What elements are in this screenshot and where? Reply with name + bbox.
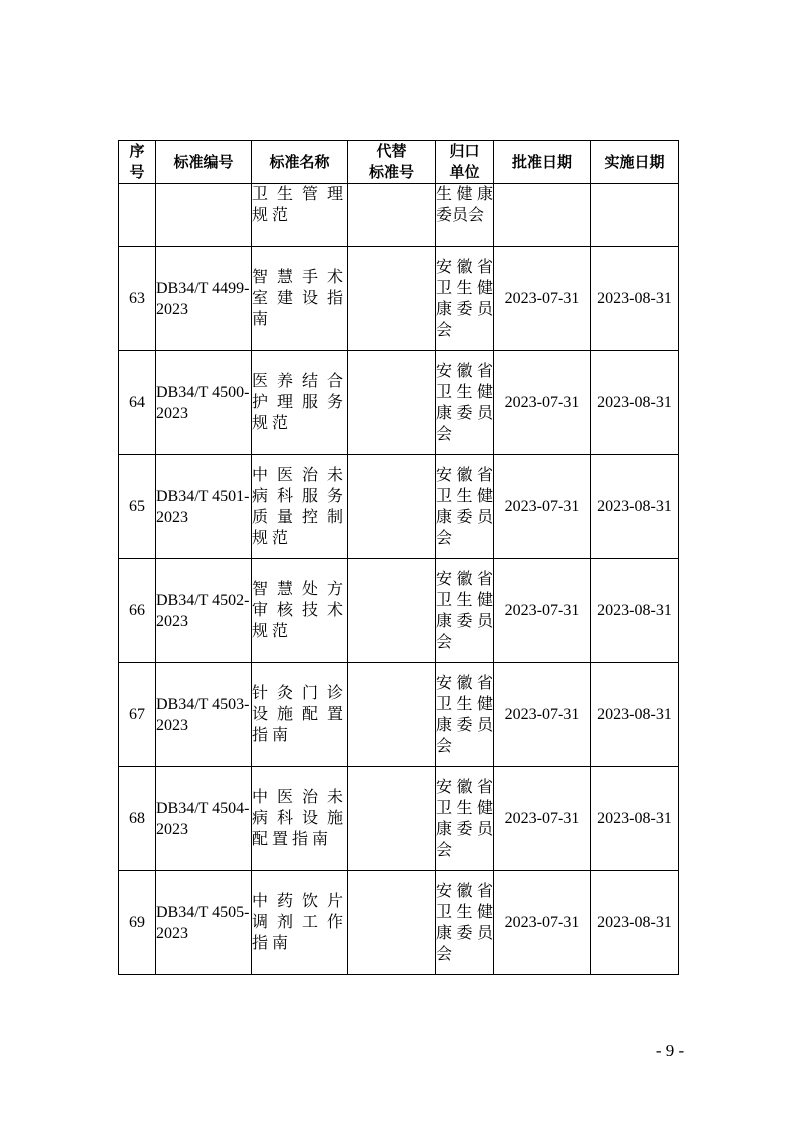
name-cell: 医养结合护理服务规范 <box>252 351 348 455</box>
implemented-cell: 2023-08-31 <box>591 351 679 455</box>
unit-cell: 安徽省卫生健康委员会 <box>436 351 494 455</box>
unit-cell: 安徽省卫生健康委员会 <box>436 663 494 767</box>
header-name <box>252 141 348 184</box>
code-cell: DB34/T 4501-2023 <box>156 455 252 559</box>
code-cell: DB34/T 4503-2023 <box>156 663 252 767</box>
approved-cell: 2023-07-31 <box>494 247 591 351</box>
table-row <box>119 247 679 351</box>
table-row <box>119 871 679 975</box>
implemented-cell: 2023-08-31 <box>591 663 679 767</box>
approved-cell: 2023-07-31 <box>494 767 591 871</box>
unit-cell: 安徽省卫生健康委员会 <box>436 559 494 663</box>
replaced-cell <box>348 767 436 871</box>
implemented-cell: 2023-08-31 <box>591 767 679 871</box>
header-seq <box>119 141 156 184</box>
seq-cell: 66 <box>119 559 156 663</box>
table-row-continuation <box>119 184 679 247</box>
unit-cell: 安徽省卫生健康委员会 <box>436 455 494 559</box>
implemented-cell: 2023-08-31 <box>591 871 679 975</box>
seq-cell: 63 <box>119 247 156 351</box>
header-replaced <box>348 141 436 184</box>
header-name-line1: 标准名称 <box>269 153 330 171</box>
name-cell: 中医治未病科服务质量控制规范 <box>252 455 348 559</box>
replaced-cell <box>348 184 436 247</box>
approved-cell: 2023-07-31 <box>494 663 591 767</box>
approved-cell: 2023-07-31 <box>494 871 591 975</box>
header-unit-line2: 单位 <box>449 164 480 181</box>
seq-cell <box>119 184 156 247</box>
name-cell: 智慧处方审核技术规范 <box>252 559 348 663</box>
implemented-cell: 2023-08-31 <box>591 559 679 663</box>
header-replaced-line2: 标准号 <box>368 164 414 181</box>
implemented-cell <box>591 184 679 247</box>
implemented-cell: 2023-08-31 <box>591 247 679 351</box>
replaced-cell <box>348 247 436 351</box>
replaced-cell <box>348 663 436 767</box>
table-row <box>119 351 679 455</box>
table-row <box>119 559 679 663</box>
name-cell: 中药饮片调剂工作指南 <box>252 871 348 975</box>
name-cell: 针灸门诊设施配置指南 <box>252 663 348 767</box>
header-unit <box>436 141 494 184</box>
page-number: - 9 - <box>655 1041 685 1060</box>
replaced-cell <box>348 351 436 455</box>
unit-cell: 安徽省卫生健康委员会 <box>436 871 494 975</box>
replaced-cell <box>348 871 436 975</box>
header-unit-line1: 归口 <box>449 143 480 160</box>
code-cell <box>156 184 252 247</box>
header-approved-line1: 批准日期 <box>511 153 572 171</box>
table-row <box>119 767 679 871</box>
unit-cell: 安徽省卫生健康委员会 <box>436 247 494 351</box>
header-approved <box>494 141 591 184</box>
header-seq-line2: 号 <box>129 164 145 181</box>
seq-cell: 68 <box>119 767 156 871</box>
unit-cell: 安徽省卫生健康委员会 <box>436 767 494 871</box>
header-seq-line1: 序 <box>129 143 145 160</box>
seq-cell: 69 <box>119 871 156 975</box>
approved-cell <box>494 184 591 247</box>
name-cell: 卫生管理规范 <box>252 184 348 247</box>
standards-table <box>118 140 679 975</box>
approved-cell: 2023-07-31 <box>494 455 591 559</box>
header-replaced-line1: 代替 <box>376 143 407 160</box>
header-code-line1: 标准编号 <box>173 153 234 171</box>
replaced-cell <box>348 559 436 663</box>
code-cell: DB34/T 4504-2023 <box>156 767 252 871</box>
implemented-cell: 2023-08-31 <box>591 455 679 559</box>
header-implemented-line1: 实施日期 <box>604 153 665 171</box>
table-row <box>119 663 679 767</box>
code-cell: DB34/T 4500-2023 <box>156 351 252 455</box>
unit-cell: 生健康委员会 <box>436 184 494 247</box>
seq-cell: 64 <box>119 351 156 455</box>
code-cell: DB34/T 4502-2023 <box>156 559 252 663</box>
replaced-cell <box>348 455 436 559</box>
name-cell: 中医治未病科设施配置指南 <box>252 767 348 871</box>
header-row <box>119 141 679 184</box>
name-cell: 智慧手术室建设指南 <box>252 247 348 351</box>
header-code <box>156 141 252 184</box>
approved-cell: 2023-07-31 <box>494 559 591 663</box>
approved-cell: 2023-07-31 <box>494 351 591 455</box>
header-implemented <box>591 141 679 184</box>
seq-cell: 67 <box>119 663 156 767</box>
table-row <box>119 455 679 559</box>
code-cell: DB34/T 4499-2023 <box>156 247 252 351</box>
seq-cell: 65 <box>119 455 156 559</box>
code-cell: DB34/T 4505-2023 <box>156 871 252 975</box>
